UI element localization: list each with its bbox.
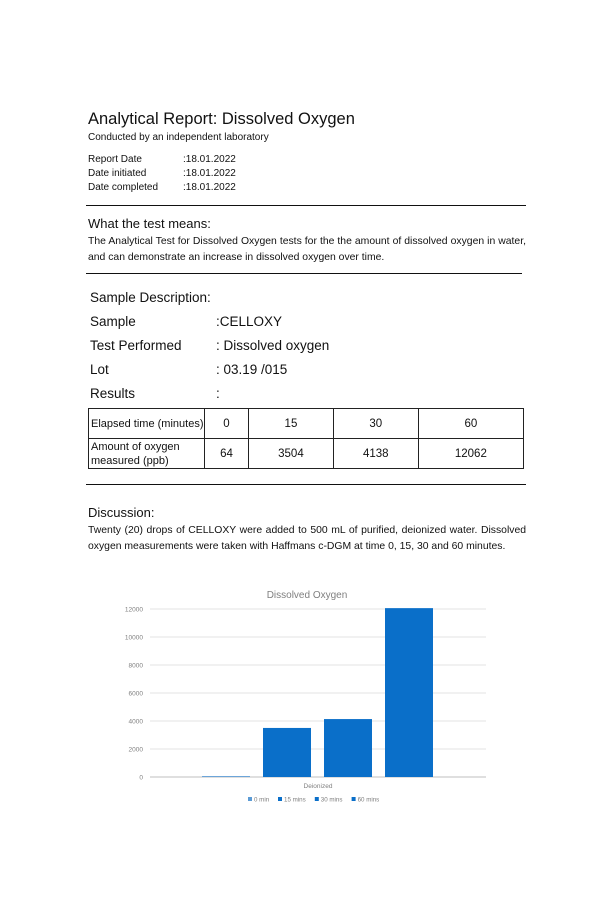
row-header: Amount of oxygen measured (ppb) xyxy=(89,439,205,469)
table-cell: 3504 xyxy=(249,439,334,469)
legend-label: 30 mins xyxy=(320,796,343,804)
table-cell: 30 xyxy=(333,409,418,439)
meaning-heading: What the test means: xyxy=(88,216,211,231)
meaning-text: The Analytical Test for Dissolved Oxygen tests for the the amount of dissolved oxygen in water, and can demonstrate an increase in dissolved oxygen over time. xyxy=(88,236,526,263)
bar-15-mins xyxy=(263,728,311,777)
y-tick-label: 4000 xyxy=(128,718,143,726)
sample-value: :CELLOXY xyxy=(216,314,283,329)
sample-value: : Dissolved oxygen xyxy=(216,338,330,353)
y-tick-label: 12000 xyxy=(124,606,143,614)
y-tick-label: 0 xyxy=(139,774,143,782)
legend-swatch xyxy=(248,797,252,801)
discussion-heading: Discussion: xyxy=(88,505,155,520)
table-cell: 4138 xyxy=(333,439,418,469)
date-value: :18.01.2022 xyxy=(183,154,236,165)
chart-title: Dissolved Oxygen xyxy=(266,590,348,601)
table-cell: 0 xyxy=(205,409,249,439)
sample-heading: Sample Description: xyxy=(90,290,211,305)
bar-60-mins xyxy=(385,608,433,777)
sample-value: : 03.19 /015 xyxy=(216,362,288,377)
date-value: :18.01.2022 xyxy=(183,182,236,193)
legend-label: 15 mins xyxy=(284,796,306,804)
sample-value: : xyxy=(216,386,220,401)
y-tick-label: 6000 xyxy=(128,690,143,698)
bar-0-min xyxy=(202,776,250,777)
legend-swatch xyxy=(352,797,356,801)
date-label: Date initiated xyxy=(88,168,147,179)
table-cell: 12062 xyxy=(418,439,523,469)
report-title: Analytical Report: Dissolved Oxygen xyxy=(88,110,355,128)
date-value: :18.01.2022 xyxy=(183,168,236,179)
y-tick-label: 2000 xyxy=(128,746,143,754)
sample-label: Sample xyxy=(90,314,136,329)
table-cell: 64 xyxy=(205,439,249,469)
sample-label: Lot xyxy=(90,362,109,377)
table-cell: 15 xyxy=(249,409,334,439)
y-tick-label: 10000 xyxy=(124,634,143,642)
legend-label: 60 mins xyxy=(357,796,380,804)
date-label: Report Date xyxy=(88,154,142,165)
date-label: Date completed xyxy=(88,182,159,193)
sample-label: Test Performed xyxy=(90,338,182,353)
table-cell: 60 xyxy=(418,409,523,439)
row-header: Elapsed time (minutes) xyxy=(89,409,205,439)
report-subtitle: Conducted by an independent laboratory xyxy=(88,132,269,143)
discussion-text: Twenty (20) drops of CELLOXY were added to 500 mL of purified, deionized water. Dissolved oxygen measurements were taken with Haffmans c-DGM at time 0, 15, 30 and 60 minutes. xyxy=(88,525,526,552)
legend-label: 0 min xyxy=(254,796,270,804)
legend-swatch xyxy=(278,797,282,801)
legend-swatch xyxy=(315,797,319,801)
sample-label: Results xyxy=(90,386,136,401)
bar-30-mins xyxy=(324,719,372,777)
x-category-label: Deionized xyxy=(303,783,333,790)
y-tick-label: 8000 xyxy=(128,662,143,670)
